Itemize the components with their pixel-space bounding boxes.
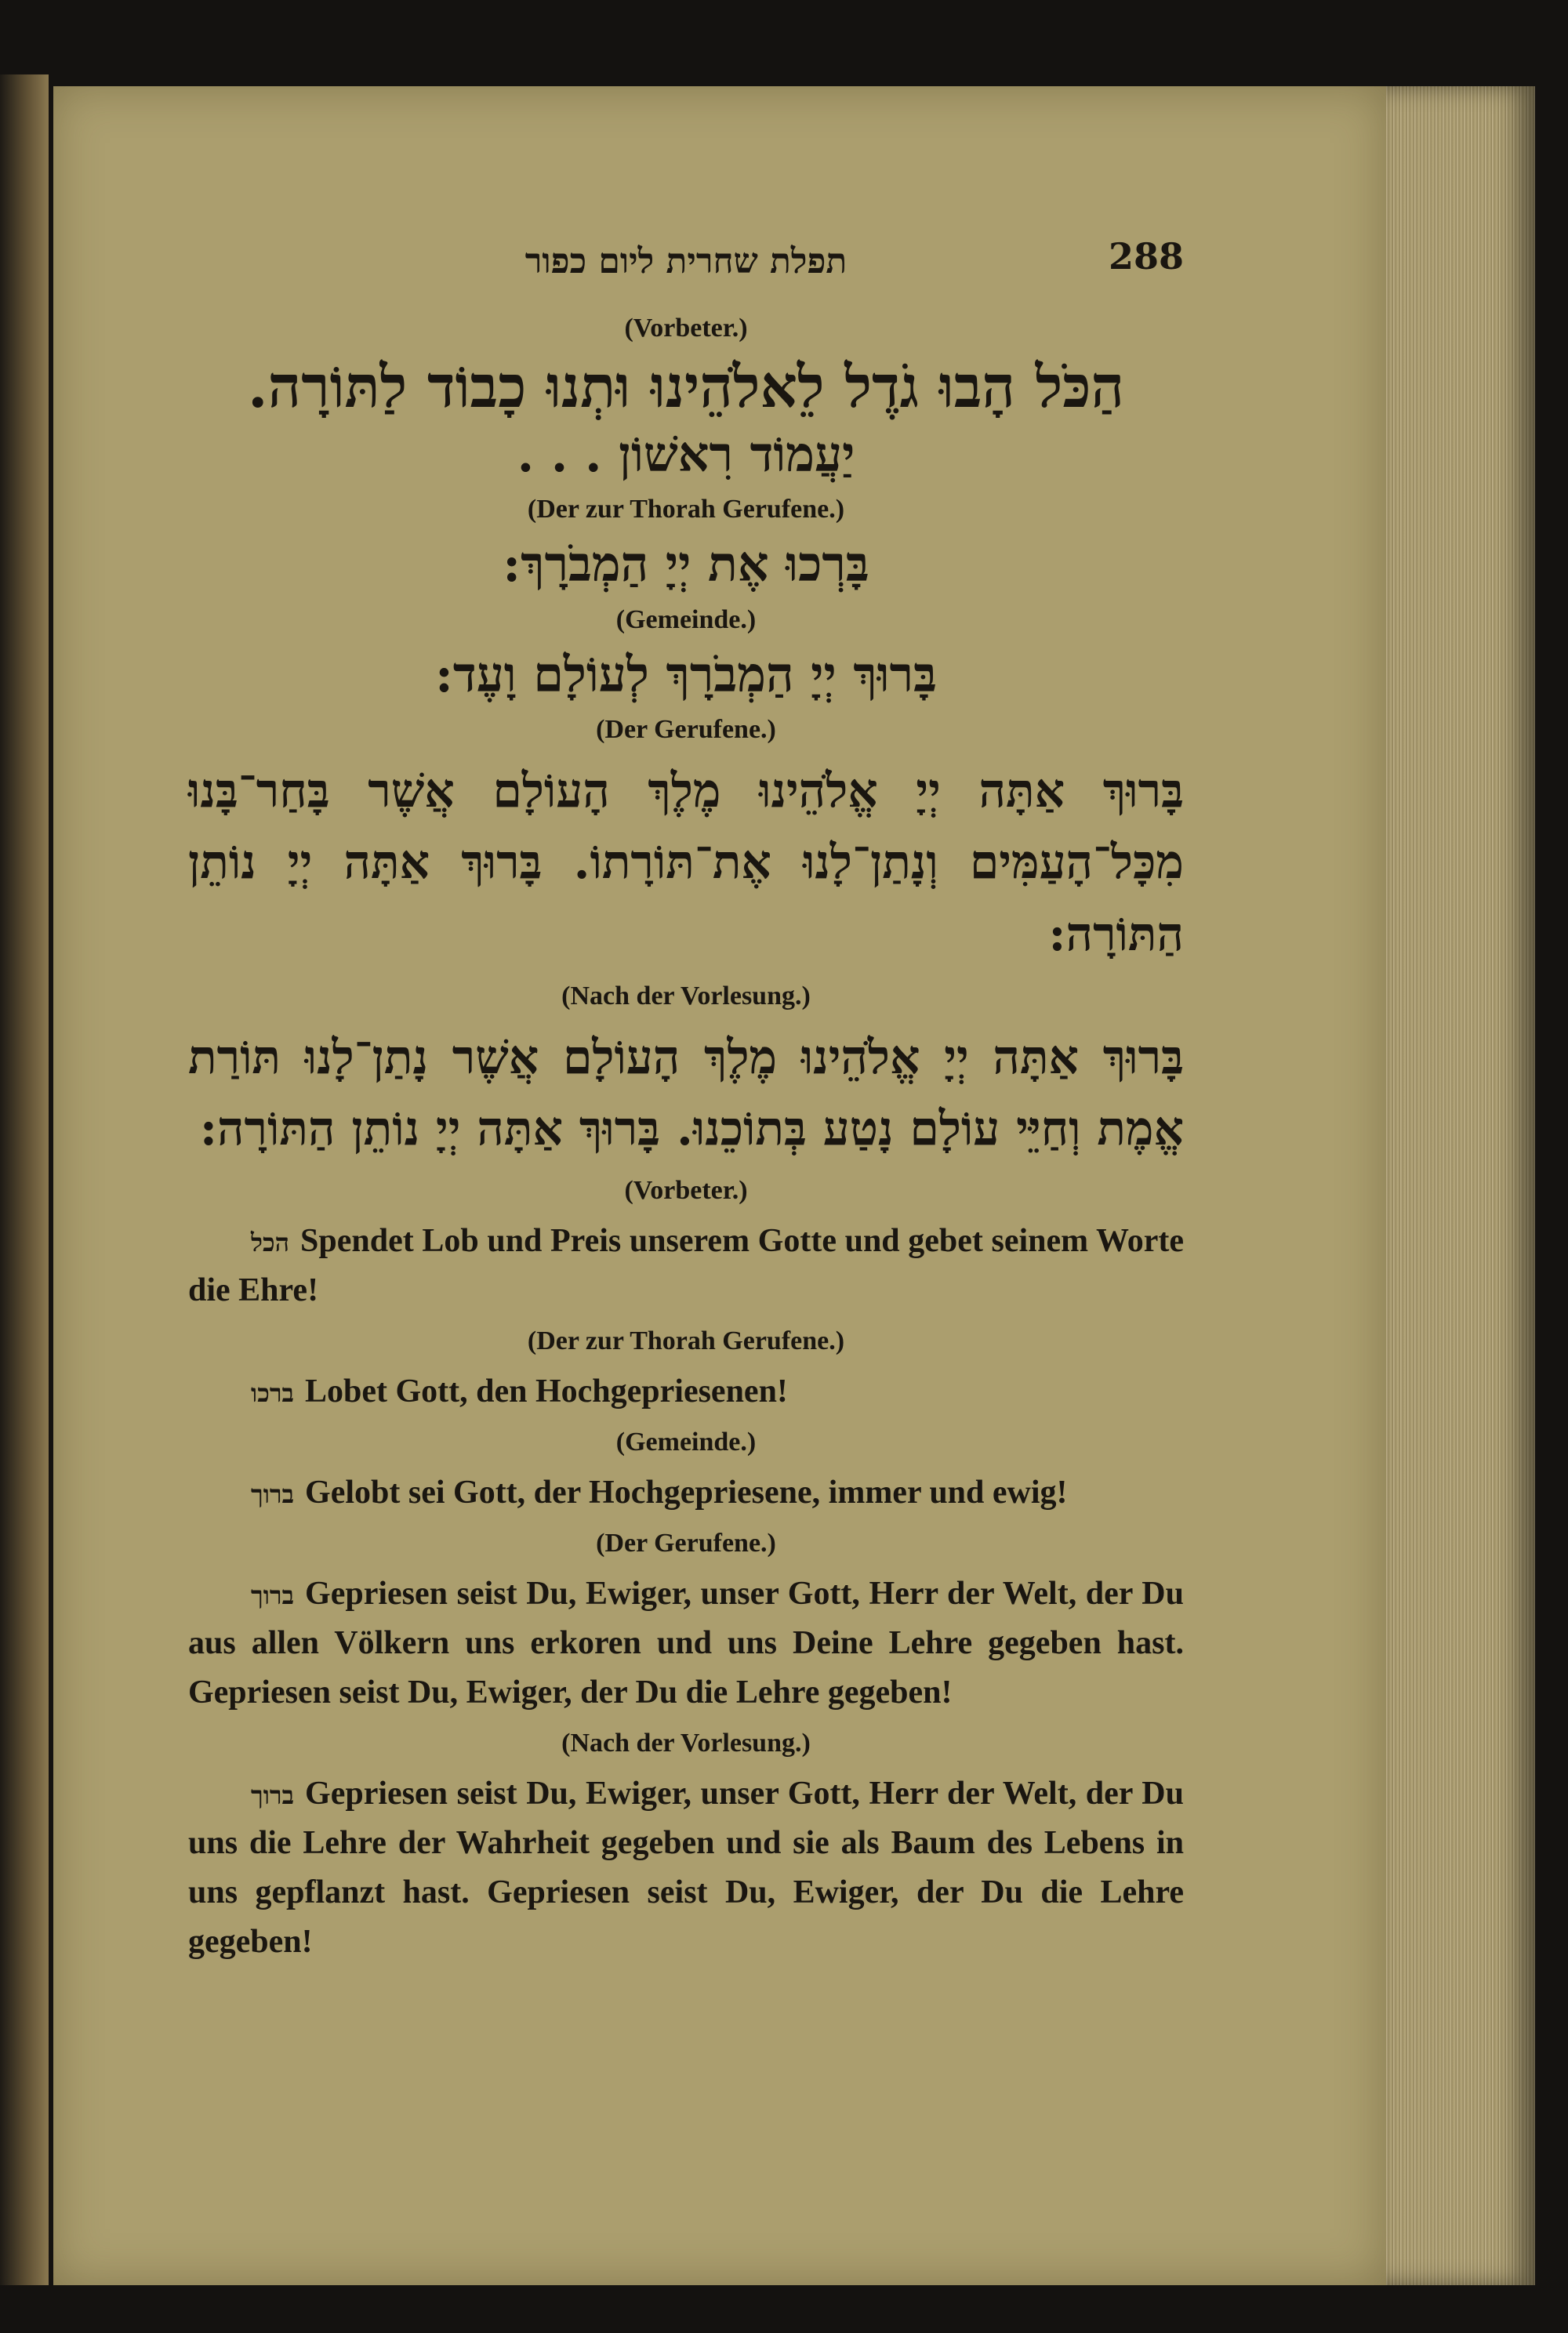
page-number: 288 (1108, 235, 1184, 278)
speaker-label: (Der Gerufene.) (596, 1529, 776, 1558)
hebrew-catchword: הכל (251, 1228, 290, 1258)
running-header (188, 235, 1184, 290)
page-content (188, 235, 1184, 1970)
german-text: Gepriesen seist Du, Ewiger, unser Gott, Herr der Welt, der Du uns die Lehre der Wahrheit gegeben und sie als Baum des Lebens in uns gepflanzt hast. Gepriesen seist Du, Ewiger, der Du die Lehre gegeben! (188, 1776, 1184, 1961)
hebrew-line: בָּרוּךְ יְיָ הַמְבֹרָךְ לְעוֹלָם וָעֶד: (434, 645, 937, 703)
speaker-label: (Gemeinde.) (615, 604, 757, 634)
german-paragraph (188, 1468, 1184, 1518)
facing-page-edge (0, 74, 49, 2285)
hebrew-line: בָּרְכוּ אֶת יְיָ הַמְבֹרָךְ: (503, 535, 869, 593)
german-text: Gelobt sei Gott, der Hochgepriesene, immer und ewig! (305, 1475, 1068, 1511)
speaker-label: (Nach der Vorlesung.) (561, 981, 811, 1010)
speaker-label: (Nach der Vorlesung.) (561, 1729, 811, 1758)
hebrew-line: יַעֲמוֹד רִאשׁוֹן . . . (517, 426, 855, 484)
running-title: תפלת שחרית ליום כפור (524, 241, 848, 281)
hebrew-blessing: בָּרוּךְ אַתָּה יְיָ אֱלֹהֵינוּ מֶלֶךְ הָעוֹלָם אֲשֶׁר בָּחַר־בָּנוּ מִכָּל־הָעַמִּים וְנָתַן־לָנוּ אֶת־תּוֹרָתוֹ. בָּרוּךְ אַתָּה יְיָ נוֹתֵן הַתּוֹרָה: (188, 764, 1185, 962)
speaker-label: (Der Gerufene.) (596, 715, 776, 745)
german-paragraph (188, 1367, 1184, 1417)
german-text: Lobet Gott, den Hochgepriesenen! (304, 1373, 788, 1410)
hebrew-catchword: ברוך (251, 1780, 295, 1811)
speaker-label: (Vorbeter.) (624, 314, 748, 343)
hebrew-catchword: ברכו (251, 1378, 294, 1409)
speaker-label: (Vorbeter.) (624, 1176, 748, 1206)
speaker-label: (Der zur Thorah Gerufene.) (527, 495, 845, 524)
german-paragraph (188, 1217, 1184, 1315)
hebrew-catchword: ברוך (251, 1580, 295, 1611)
speaker-label: (Der zur Thorah Gerufene.) (527, 1326, 845, 1356)
german-paragraph (188, 1569, 1184, 1718)
german-paragraph (188, 1769, 1184, 1967)
speaker-label: (Gemeinde.) (615, 1428, 757, 1457)
hebrew-blessing: בָּרוּךְ אַתָּה יְיָ אֱלֹהֵינוּ מֶלֶךְ הָעוֹלָם אֲשֶׁר נָתַן־לָנוּ תּוֹרַת אֱמֶת וְחַיֵּי עוֹלָם נָטַע בְּתוֹכֵנוּ. בָּרוּךְ אַתָּה יְיָ נוֹתֵן הַתּוֹרָה: (188, 1029, 1184, 1157)
page-block-edges (1386, 86, 1535, 2285)
hebrew-catchword: ברוך (251, 1479, 295, 1510)
german-text: Gepriesen seist Du, Ewiger, unser Gott, Herr der Welt, der Du aus allen Völkern uns erkoren und uns Deine Lehre gegeben hast. Gepriesen seist Du, Ewiger, der Du die Lehre gegeben! (188, 1576, 1184, 1711)
german-text: Spendet Lob und Preis unserem Gotte und gebet seinem Worte die Ehre! (188, 1223, 1184, 1309)
hebrew-line: הַכֹּל הָבוּ גֹדֶל לֵאלֹהֵינוּ וּתְנוּ כָבוֹד לַתּוֹרָה. (247, 354, 1125, 421)
